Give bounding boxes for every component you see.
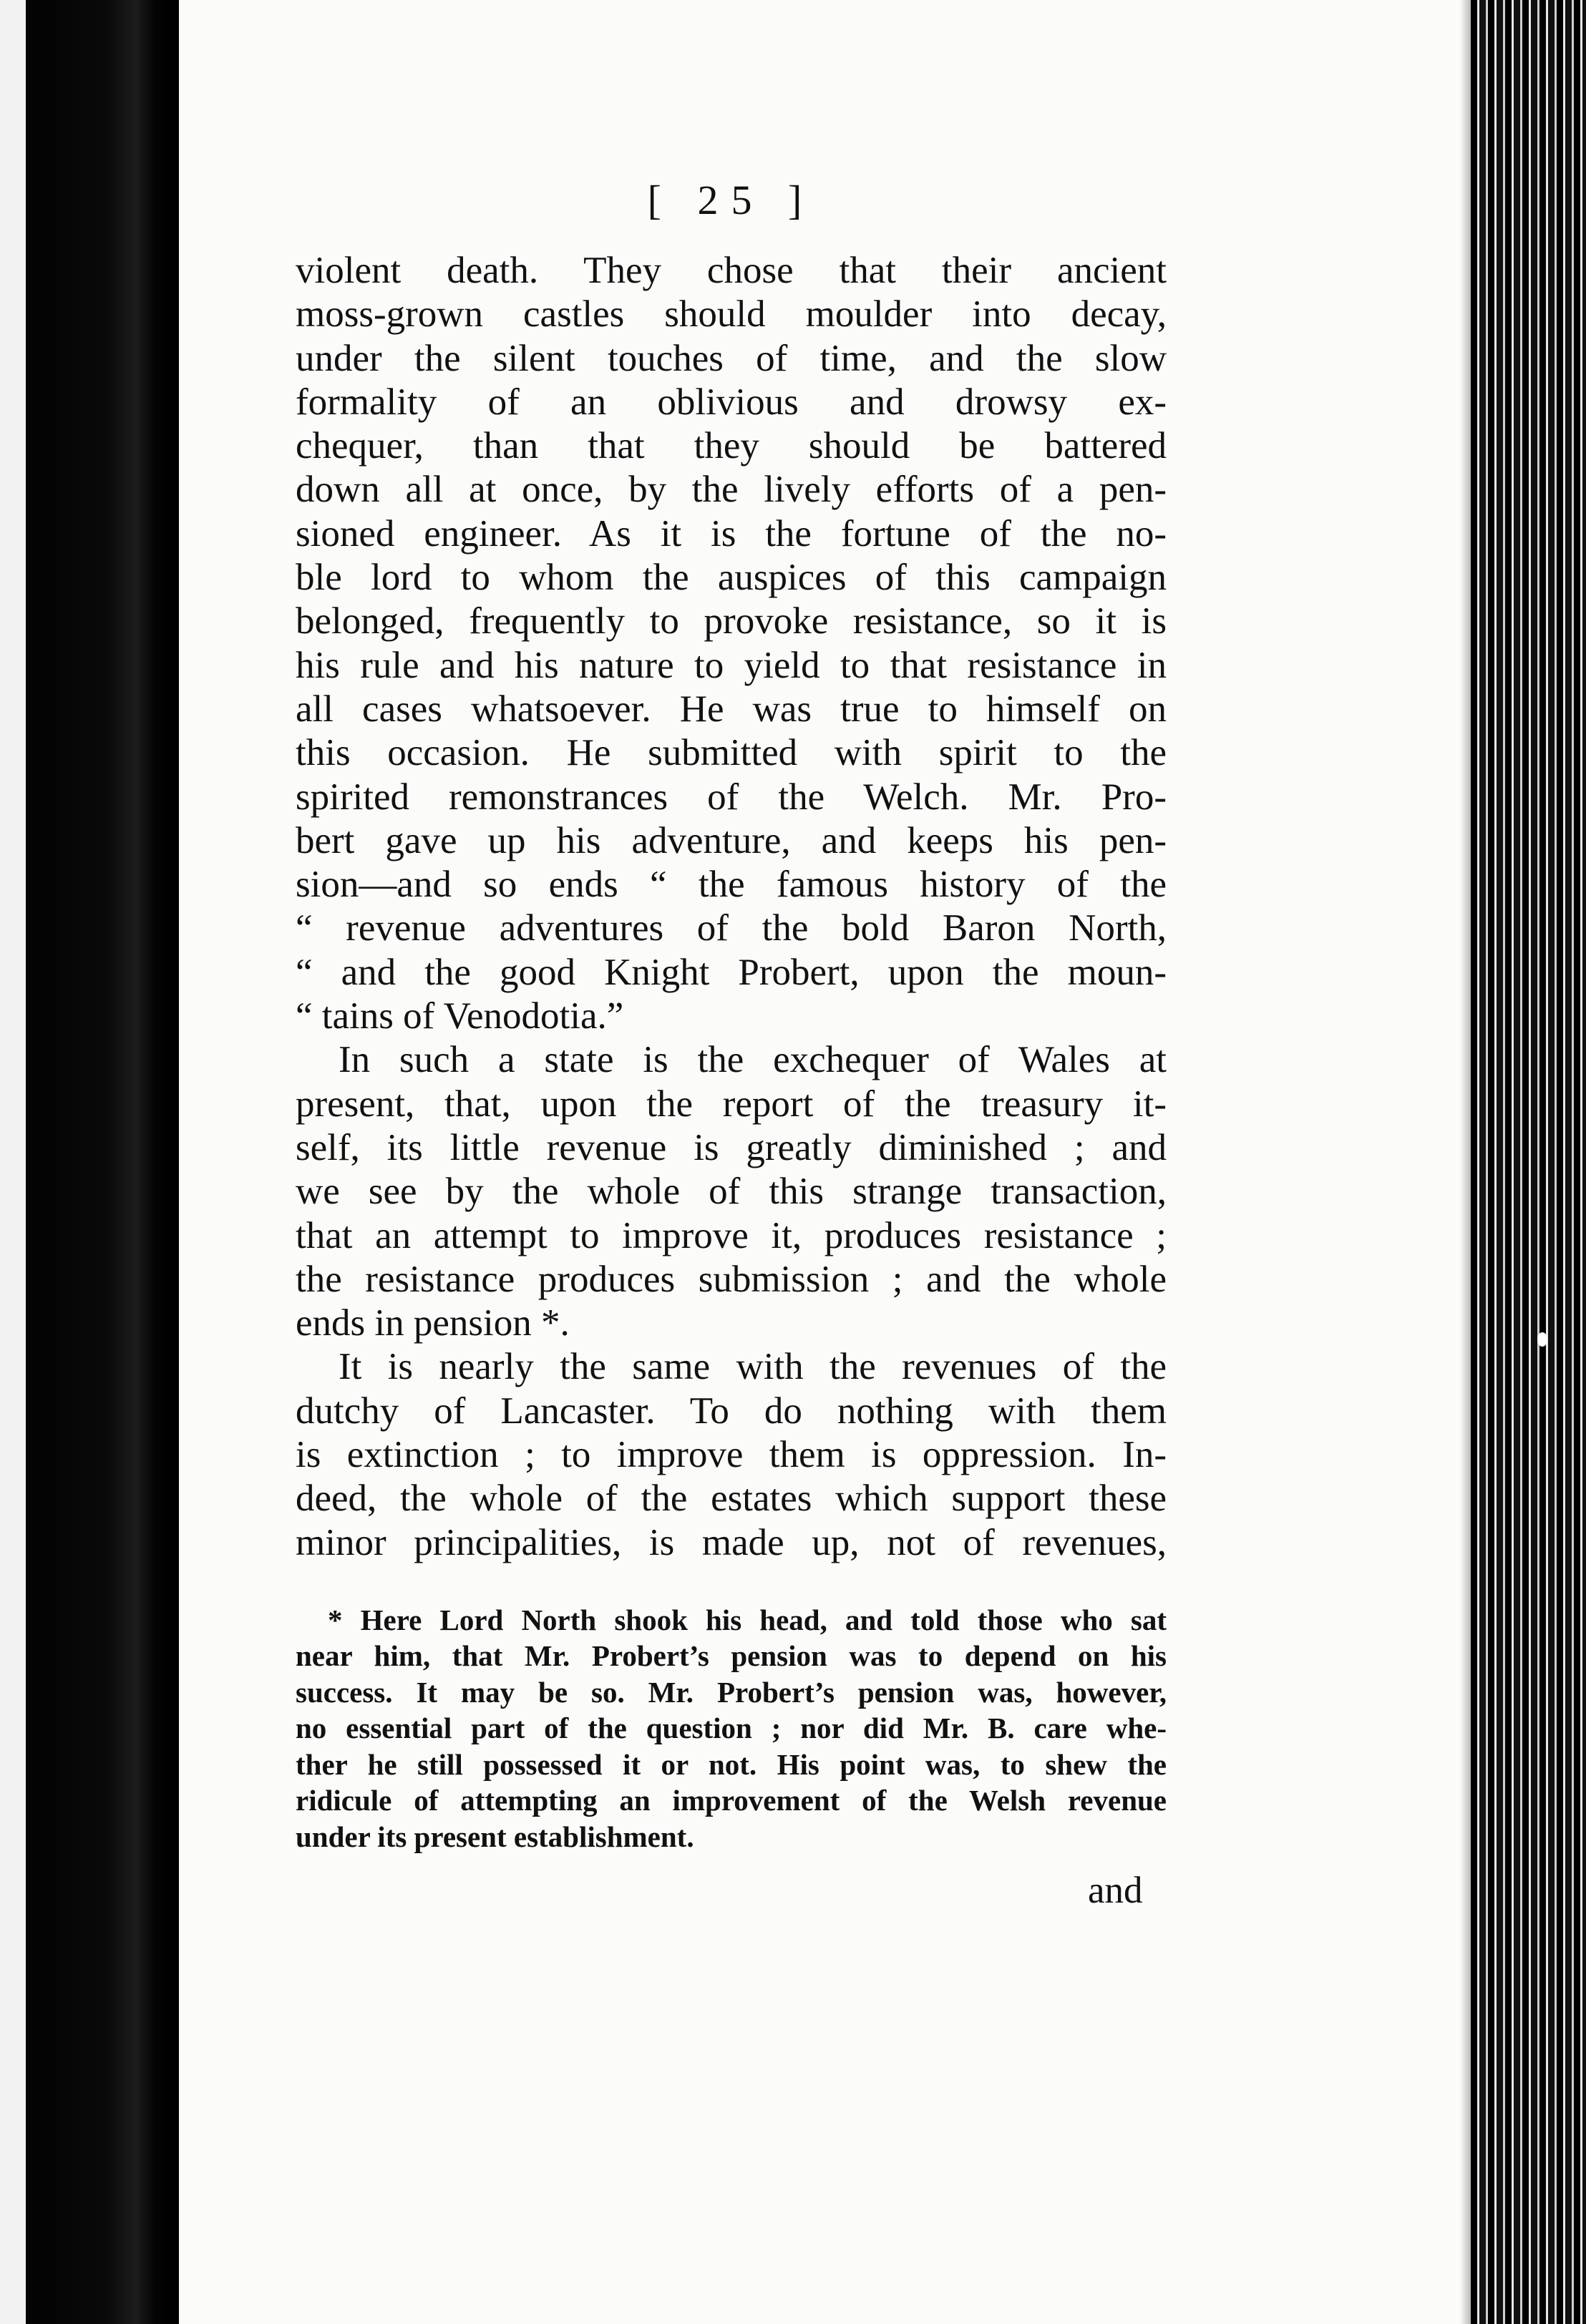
text-line: “ tains of Venodotia.”	[296, 995, 624, 1038]
text-line: dutchy of Lancaster. To do nothing with them	[296, 1390, 1167, 1432]
text-line: his rule and his nature to yield to that resistance in	[296, 644, 1167, 686]
text-line: minor principalities, is made up, not of revenues,	[296, 1521, 1167, 1563]
catchword: and	[1088, 1870, 1143, 1911]
book-edge	[1471, 0, 1586, 2324]
speck-mark	[1537, 1332, 1547, 1347]
footnote-line: near him, that Mr. Probert’s pension was to depend on his	[296, 1639, 1167, 1673]
footnote-line: under its present establishment.	[296, 1820, 694, 1853]
text-line: this occasion. He submitted with spirit to the	[296, 732, 1167, 774]
text-line: In such a state is the exchequer of Wales at	[339, 1039, 1167, 1081]
text-line: ends in pension *.	[296, 1302, 570, 1344]
footnote-line: no essential part of the question ; nor did Mr. B. care whe-	[296, 1712, 1167, 1745]
footnote-line: * Here Lord North shook his head, and told those who sat	[328, 1603, 1167, 1636]
text-line: violent death. They chose that their ancient	[296, 250, 1167, 291]
text-line: ble lord to whom the auspices of this campaign	[296, 557, 1167, 599]
text-line: spirited remonstrances of the Welch. Mr. Pro-	[296, 776, 1167, 818]
text-line: self, its little revenue is greatly diminished ; and	[296, 1126, 1167, 1168]
text-line: moss-grown castles should moulder into decay,	[296, 293, 1167, 336]
text-line: chequer, than that they should be battered	[296, 425, 1167, 467]
text-line: “ revenue adventures of the bold Baron North,	[296, 907, 1167, 949]
text-line: that an attempt to improve it, produces resistance ;	[296, 1214, 1167, 1256]
text-line: under the silent touches of time, and the slow	[296, 337, 1167, 379]
text-line: belonged, frequently to provoke resistance, so it is	[296, 600, 1167, 643]
text-line: formality of an oblivious and drowsy ex-	[296, 381, 1167, 423]
text-line: bert gave up his adventure, and keeps his pen-	[296, 819, 1167, 861]
left-scan-margin	[0, 0, 179, 2324]
footnote-line: ridicule of attempting an improvement of the Welsh revenue	[296, 1784, 1167, 1817]
paragraph-3	[296, 1345, 1167, 1564]
left-border-strip	[0, 0, 26, 2324]
text-line: deed, the whole of the estates which support these	[296, 1478, 1167, 1520]
text-line: present, that, upon the report of the treasury it-	[296, 1083, 1167, 1125]
paragraph-2	[296, 1038, 1167, 1345]
paragraph-1	[296, 249, 1167, 1038]
text-line: It is nearly the same with the revenues of the	[339, 1346, 1167, 1388]
text-line: we see by the whole of this strange transaction,	[296, 1171, 1167, 1213]
footnote	[296, 1602, 1167, 1855]
text-block	[296, 172, 1167, 1855]
text-line: sioned engineer. As it is the fortune of the no-	[296, 512, 1167, 555]
footnote-line: success. It may be so. Mr. Probert’s pension was, however,	[296, 1675, 1167, 1709]
page-number: [ 25 ]	[647, 177, 815, 223]
body-text	[296, 249, 1167, 1565]
text-line: the resistance produces submission ; and the whole	[296, 1258, 1167, 1300]
text-line: “ and the good Knight Probert, upon the moun-	[296, 951, 1167, 993]
text-line: all cases whatsoever. He was true to himself on	[296, 688, 1167, 730]
footnote-line: ther he still possessed it or not. His point was, to shew the	[296, 1747, 1167, 1781]
text-line: down all at once, by the lively efforts of a pen-	[296, 469, 1167, 511]
text-line: sion—and so ends “ the famous history of the	[296, 864, 1167, 906]
text-line: is extinction ; to improve them is oppression. In-	[296, 1434, 1167, 1476]
